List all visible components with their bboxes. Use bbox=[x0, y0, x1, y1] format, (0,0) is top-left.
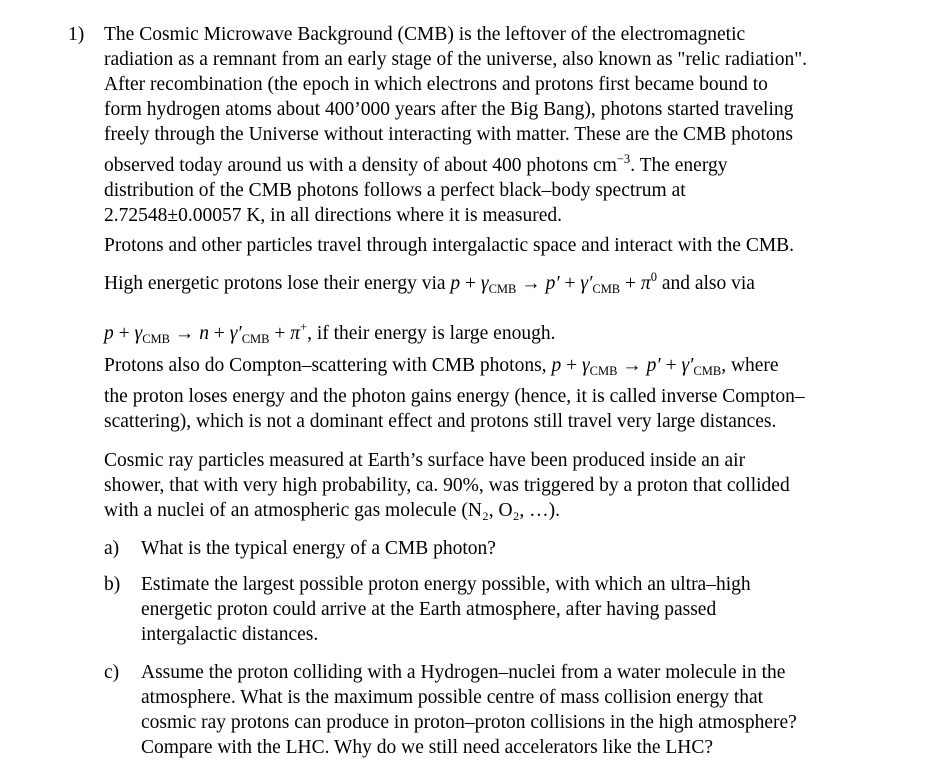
subquestion-label: a) bbox=[104, 538, 120, 559]
text-line: Estimate the largest possible proton energy possible, with which an ultra–high bbox=[141, 574, 751, 595]
text-line: The Cosmic Microwave Background (CMB) is the leftover of the electromagnetic bbox=[104, 24, 746, 45]
text-line bbox=[104, 265, 904, 302]
text-line: freely through the Universe without interacting with matter. These are the CMB photons bbox=[104, 124, 794, 145]
text-line bbox=[104, 315, 904, 352]
cosmic-ray-paragraph bbox=[104, 448, 904, 523]
text-fragment: , if their energy is large enough. bbox=[307, 323, 556, 344]
text-fragment: and also via bbox=[656, 273, 755, 294]
text-line: distribution of the CMB photons follows a perfect black–body spectrum at bbox=[104, 180, 686, 201]
text-line: Cosmic ray particles measured at Earth’s surface have been produced inside an air bbox=[104, 450, 746, 471]
text-line: What is the typical energy of a CMB photon? bbox=[141, 538, 496, 559]
text-line: radiation as a remnant from an early stage of the universe, also known as "relic radiation". bbox=[104, 49, 808, 70]
interaction-paragraph bbox=[104, 233, 904, 352]
text-line: intergalactic distances. bbox=[141, 624, 319, 645]
text-fragment: Protons also do Compton–scattering with CMB photons, bbox=[104, 355, 552, 376]
text-line: After recombination (the epoch in which electrons and protons first became bound to bbox=[104, 74, 768, 95]
text-line: atmosphere. What is the maximum possible centre of mass collision energy that bbox=[141, 687, 764, 708]
reaction-compton: $p + \gamma_{CMB} \to p' + \gamma'_{CMB}$ bbox=[551, 355, 722, 378]
reaction-pion0: $p + \gamma_{CMB} \to p' + \gamma'_{CMB} + \pi^0$ bbox=[450, 270, 657, 296]
text-line: Protons and other particles travel through intergalactic space and interact with the CMB. bbox=[104, 235, 795, 256]
text-line bbox=[104, 353, 904, 384]
compton-paragraph bbox=[104, 353, 904, 434]
subquestion-label: b) bbox=[104, 574, 121, 595]
reaction-pion-plus: $p + \gamma_{CMB} \to n + \gamma'_{CMB} + \pi^+$ bbox=[104, 320, 308, 346]
text-line: Compare with the LHC. Why do we still need accelerators like the LHC? bbox=[141, 737, 714, 758]
superscript: −3 bbox=[616, 152, 631, 166]
text-fragment: High energetic protons lose their energy via bbox=[104, 273, 451, 294]
subquestion-text bbox=[141, 572, 901, 647]
intro-paragraph bbox=[104, 22, 904, 228]
subquestion-text bbox=[141, 536, 901, 561]
text-fragment: observed today around us with a density of about 400 photons cm bbox=[104, 155, 617, 176]
text-line: 2.72548±0.00057 K, in all directions where it is measured. bbox=[104, 205, 563, 226]
text-line: cosmic ray protons can produce in proton–proton collisions in the high atmosphere? bbox=[141, 712, 797, 733]
text-line: with a nuclei of an atmospheric gas molecule (N₂, O₂, …). bbox=[104, 500, 561, 521]
text-fragment: , where bbox=[721, 355, 779, 376]
question-number: 1) bbox=[68, 24, 85, 45]
text-line: form hydrogen atoms about 400’000 years after the Big Bang), photons started traveling bbox=[104, 99, 794, 120]
text-line: shower, that with very high probability, ca. 90%, was triggered by a proton that collided bbox=[104, 475, 790, 496]
subquestion-label: c) bbox=[104, 662, 120, 683]
text-fragment: . The energy bbox=[630, 155, 728, 176]
text-line: scattering), which is not a dominant effect and protons still travel very large distances. bbox=[104, 411, 777, 432]
text-line: the proton loses energy and the photon gains energy (hence, it is called inverse Compton– bbox=[104, 386, 805, 407]
text-line bbox=[104, 147, 904, 178]
text-line: Assume the proton colliding with a Hydrogen–nuclei from a water molecule in the bbox=[141, 662, 786, 683]
text-line: energetic proton could arrive at the Earth atmosphere, after having passed bbox=[141, 599, 717, 620]
subquestion-text bbox=[141, 660, 901, 760]
